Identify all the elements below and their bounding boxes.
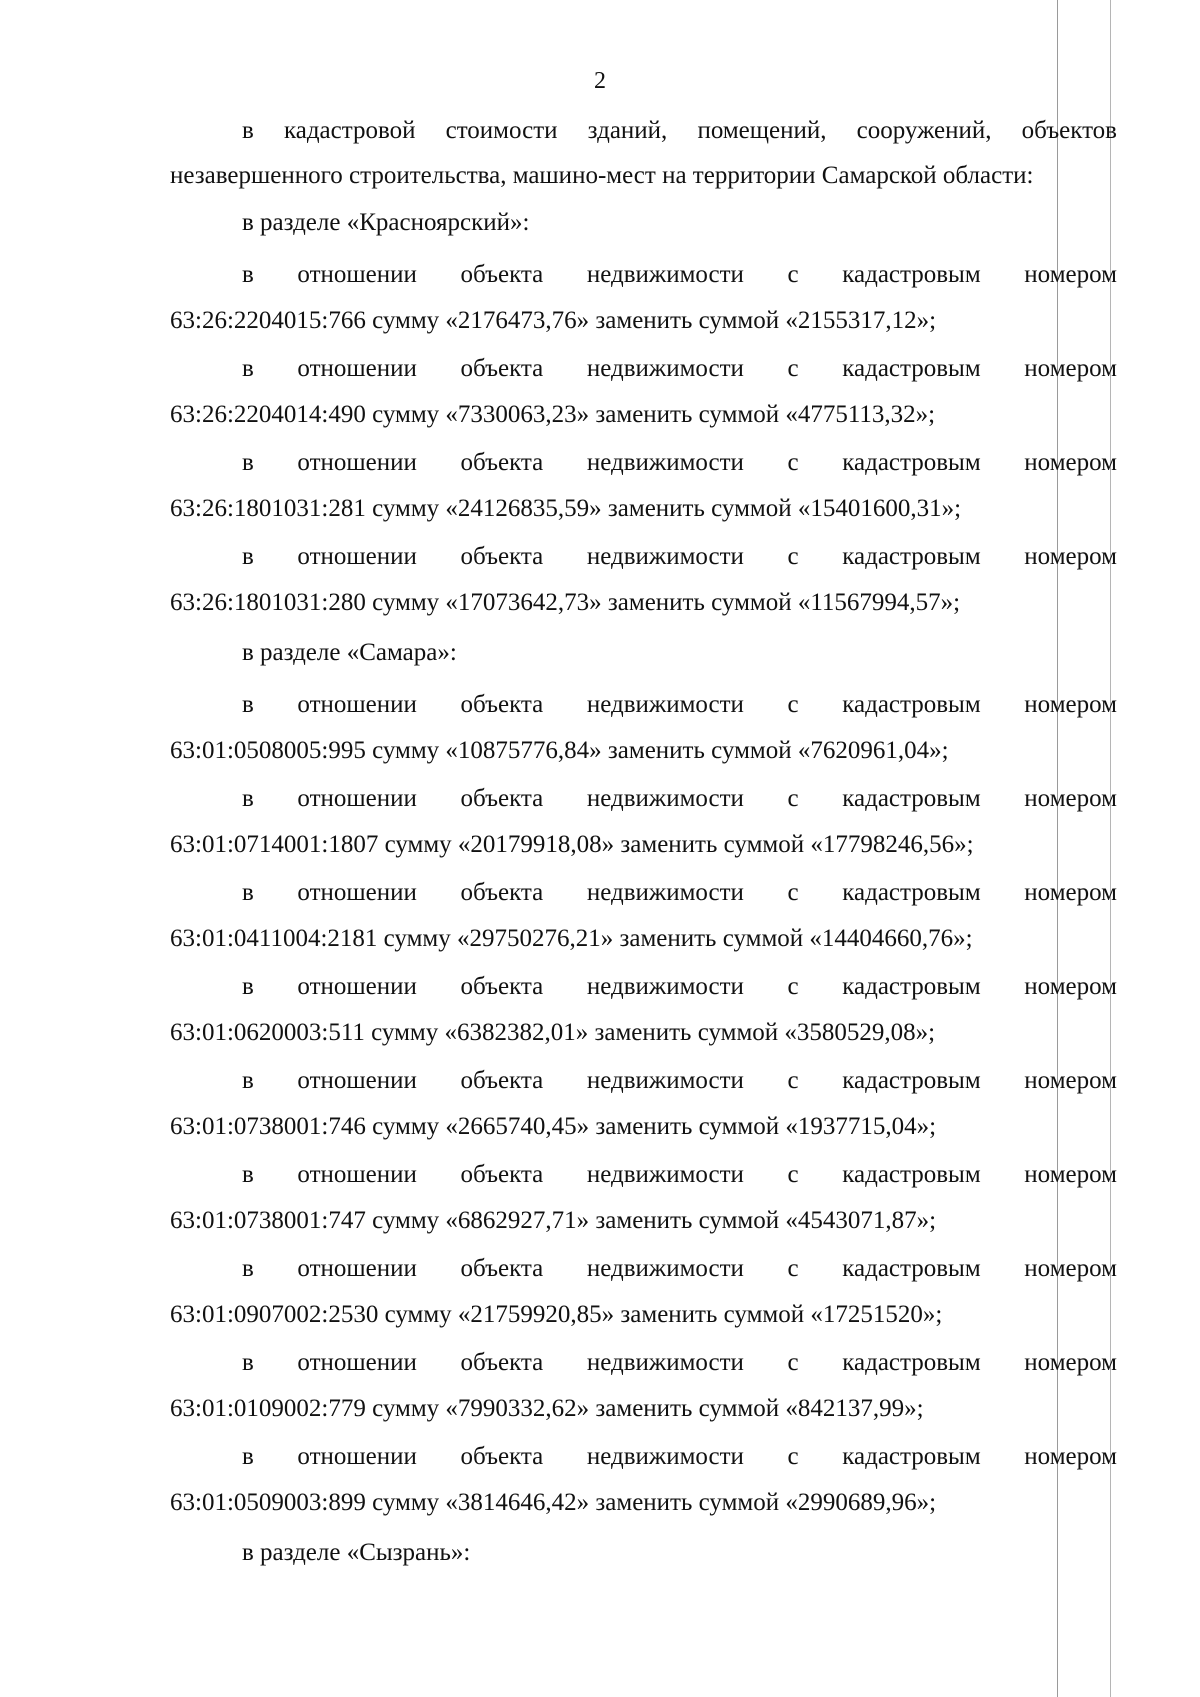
entry-detail-line: 63:26:1801031:280 сумму «17073642,73» заменить суммой «11567994,57»; xyxy=(170,589,961,616)
entry-detail-line: 63:01:0620003:511 сумму «6382382,01» заменить суммой «3580529,08»; xyxy=(170,1019,936,1046)
entry-lead-word: объекта xyxy=(460,1255,544,1282)
entry-lead-word: в xyxy=(242,1067,254,1094)
entry-lead-word: отношении xyxy=(297,1161,417,1188)
entry-lead-word: недвижимости xyxy=(586,543,744,570)
entry-paragraph xyxy=(170,870,1117,964)
entry-lead-word: в xyxy=(242,1349,254,1376)
entry-lead-word: объекта xyxy=(460,879,544,906)
entry-lead-word: недвижимости xyxy=(586,879,744,906)
entry-lead-word: объекта xyxy=(460,691,544,718)
entry-detail-line: 63:01:0411004:2181 сумму «29750276,21» заменить суммой «14404660,76»; xyxy=(170,925,973,952)
entry-lead-word: объекта xyxy=(460,1443,544,1470)
entry-detail-line: 63:26:2204015:766 сумму «2176473,76» заменить суммой «2155317,12»; xyxy=(170,307,937,334)
section-heading: в разделе «Красноярский»: xyxy=(242,209,530,236)
entry-lead-word: в xyxy=(242,691,254,718)
entry-detail-line: 63:26:1801031:281 сумму «24126835,59» заменить суммой «15401600,31»; xyxy=(170,495,962,522)
entry-lead-word: кадастровым xyxy=(842,1161,981,1188)
entry-lead-word: объекта xyxy=(460,973,544,1000)
entry-lead-word: с xyxy=(787,691,799,718)
entry-paragraph xyxy=(170,964,1117,1058)
entry-lead-word: с xyxy=(787,1161,799,1188)
entry-detail-line: 63:01:0738001:746 сумму «2665740,45» заменить суммой «1937715,04»; xyxy=(170,1113,937,1140)
entry-lead-word: с xyxy=(787,1349,799,1376)
entry-lead-word: кадастровым xyxy=(842,785,981,812)
entry-lead-word: отношении xyxy=(297,543,417,570)
entry-lead-word: номером xyxy=(1024,261,1117,288)
entry-lead-word: номером xyxy=(1024,543,1117,570)
entry-lead-word: номером xyxy=(1024,449,1117,476)
entry-paragraph xyxy=(170,776,1117,870)
entry-lead-word: номером xyxy=(1024,1443,1117,1470)
sections-container xyxy=(170,198,1117,1582)
entry-lead-word: недвижимости xyxy=(586,785,744,812)
entry-lead-word: в xyxy=(242,785,254,812)
entry-lead-word: недвижимости xyxy=(586,1161,744,1188)
entry-lead-word: объекта xyxy=(460,1067,544,1094)
entry-lead-word: недвижимости xyxy=(586,1349,744,1376)
entry-lead-word: с xyxy=(787,1443,799,1470)
entry-lead-word: отношении xyxy=(297,785,417,812)
intro-paragraph: в кадастровой стоимости зданий, помещений, сооружений, объектов незавершенного строительства, машино-мест на территории Самарской области: xyxy=(170,117,1117,189)
entry-lead-word: недвижимости xyxy=(586,261,744,288)
entry-lead-word: отношении xyxy=(297,355,417,382)
entry-lead-word: номером xyxy=(1024,785,1117,812)
entry-lead-line xyxy=(170,1058,1117,1104)
entry-paragraph xyxy=(170,1152,1117,1246)
entry-lead-word: номером xyxy=(1024,1349,1117,1376)
entry-lead-line xyxy=(170,534,1117,580)
entry-lead-line xyxy=(170,346,1117,392)
entry-detail-line: 63:26:2204014:490 сумму «7330063,23» заменить суммой «4775113,32»; xyxy=(170,401,936,428)
entry-detail-line: 63:01:0508005:995 сумму «10875776,84» заменить суммой «7620961,04»; xyxy=(170,737,949,764)
entry-lead-word: объекта xyxy=(460,1349,544,1376)
entry-lead-line xyxy=(170,252,1117,298)
entry-lead-word: с xyxy=(787,355,799,382)
entry-lead-line xyxy=(170,964,1117,1010)
entry-lead-word: номером xyxy=(1024,879,1117,906)
entry-lead-word: объекта xyxy=(460,261,544,288)
entry-lead-word: объекта xyxy=(460,785,544,812)
entry-lead-word: отношении xyxy=(297,1255,417,1282)
entry-lead-word: кадастровым xyxy=(842,543,981,570)
entry-paragraph xyxy=(170,1246,1117,1340)
entry-lead-word: в xyxy=(242,355,254,382)
entry-lead-word: номером xyxy=(1024,1161,1117,1188)
entry-lead-word: с xyxy=(787,973,799,1000)
entry-paragraph xyxy=(170,1058,1117,1152)
entry-lead-word: кадастровым xyxy=(842,973,981,1000)
entry-lead-line xyxy=(170,870,1117,916)
entry-lead-word: с xyxy=(787,1067,799,1094)
entry-lead-word: с xyxy=(787,543,799,570)
entry-lead-line xyxy=(170,682,1117,728)
entry-paragraph xyxy=(170,534,1117,628)
entry-lead-word: отношении xyxy=(297,449,417,476)
entry-lead-word: отношении xyxy=(297,879,417,906)
entry-detail-line: 63:01:0738001:747 сумму «6862927,71» заменить суммой «4543071,87»; xyxy=(170,1207,937,1234)
entry-lead-word: номером xyxy=(1024,1255,1117,1282)
entry-lead-word: кадастровым xyxy=(842,1443,981,1470)
entry-lead-word: номером xyxy=(1024,973,1117,1000)
entry-lead-word: кадастровым xyxy=(842,1349,981,1376)
entry-lead-word: с xyxy=(787,261,799,288)
entry-lead-line xyxy=(170,1152,1117,1198)
section-heading: в разделе «Сызрань»: xyxy=(242,1539,471,1566)
entry-lead-word: недвижимости xyxy=(586,1443,744,1470)
entry-lead-word: объекта xyxy=(460,1161,544,1188)
entry-lead-word: номером xyxy=(1024,355,1117,382)
entry-lead-word: отношении xyxy=(297,691,417,718)
entry-paragraph xyxy=(170,1434,1117,1528)
entry-lead-word: отношении xyxy=(297,973,417,1000)
entry-detail-line: 63:01:0109002:779 сумму «7990332,62» заменить суммой «842137,99»; xyxy=(170,1395,924,1422)
entry-lead-word: с xyxy=(787,879,799,906)
section-heading: в разделе «Самара»: xyxy=(242,639,457,666)
entry-lead-word: недвижимости xyxy=(586,449,744,476)
entry-detail-line: 63:01:0714001:1807 сумму «20179918,08» заменить суммой «17798246,56»; xyxy=(170,831,974,858)
entry-lead-word: кадастровым xyxy=(842,691,981,718)
entry-lead-word: в xyxy=(242,973,254,1000)
page-number: 2 xyxy=(594,68,606,94)
entry-lead-line xyxy=(170,1246,1117,1292)
entry-paragraph xyxy=(170,682,1117,776)
entry-paragraph xyxy=(170,1340,1117,1434)
entry-lead-word: объекта xyxy=(460,543,544,570)
entry-lead-word: объекта xyxy=(460,355,544,382)
entry-lead-word: с xyxy=(787,1255,799,1282)
entry-lead-word: недвижимости xyxy=(586,1067,744,1094)
entry-lead-word: в xyxy=(242,1161,254,1188)
entry-lead-word: кадастровым xyxy=(842,1067,981,1094)
entry-lead-line xyxy=(170,1340,1117,1386)
entry-detail-line: 63:01:0509003:899 сумму «3814646,42» заменить суммой «2990689,96»; xyxy=(170,1489,937,1516)
entry-lead-line xyxy=(170,776,1117,822)
entry-paragraph xyxy=(170,252,1117,346)
entry-lead-word: в xyxy=(242,1443,254,1470)
entry-lead-word: отношении xyxy=(297,1349,417,1376)
entry-lead-word: в xyxy=(242,1255,254,1282)
entry-lead-word: недвижимости xyxy=(586,355,744,382)
entry-lead-word: в xyxy=(242,543,254,570)
entry-lead-word: с xyxy=(787,785,799,812)
entry-lead-word: отношении xyxy=(297,1067,417,1094)
entry-lead-word: кадастровым xyxy=(842,1255,981,1282)
entry-lead-word: объекта xyxy=(460,449,544,476)
entry-lead-line xyxy=(170,440,1117,486)
entry-lead-word: недвижимости xyxy=(586,691,744,718)
entry-lead-word: недвижимости xyxy=(586,1255,744,1282)
entry-lead-word: с xyxy=(787,449,799,476)
entry-lead-word: номером xyxy=(1024,691,1117,718)
entry-lead-word: номером xyxy=(1024,1067,1117,1094)
entry-lead-word: отношении xyxy=(297,1443,417,1470)
entry-lead-word: кадастровым xyxy=(842,261,981,288)
entry-detail-line: 63:01:0907002:2530 сумму «21759920,85» заменить суммой «17251520»; xyxy=(170,1301,943,1328)
entry-lead-word: отношении xyxy=(297,261,417,288)
entry-lead-word: недвижимости xyxy=(586,973,744,1000)
entry-paragraph xyxy=(170,440,1117,534)
entry-lead-word: в xyxy=(242,449,254,476)
entry-paragraph xyxy=(170,346,1117,440)
entry-lead-word: кадастровым xyxy=(842,449,981,476)
entry-lead-word: кадастровым xyxy=(842,355,981,382)
entry-lead-word: кадастровым xyxy=(842,879,981,906)
entry-lead-word: в xyxy=(242,261,254,288)
entry-lead-line xyxy=(170,1434,1117,1480)
document-body xyxy=(170,108,1117,1582)
entry-lead-word: в xyxy=(242,879,254,906)
